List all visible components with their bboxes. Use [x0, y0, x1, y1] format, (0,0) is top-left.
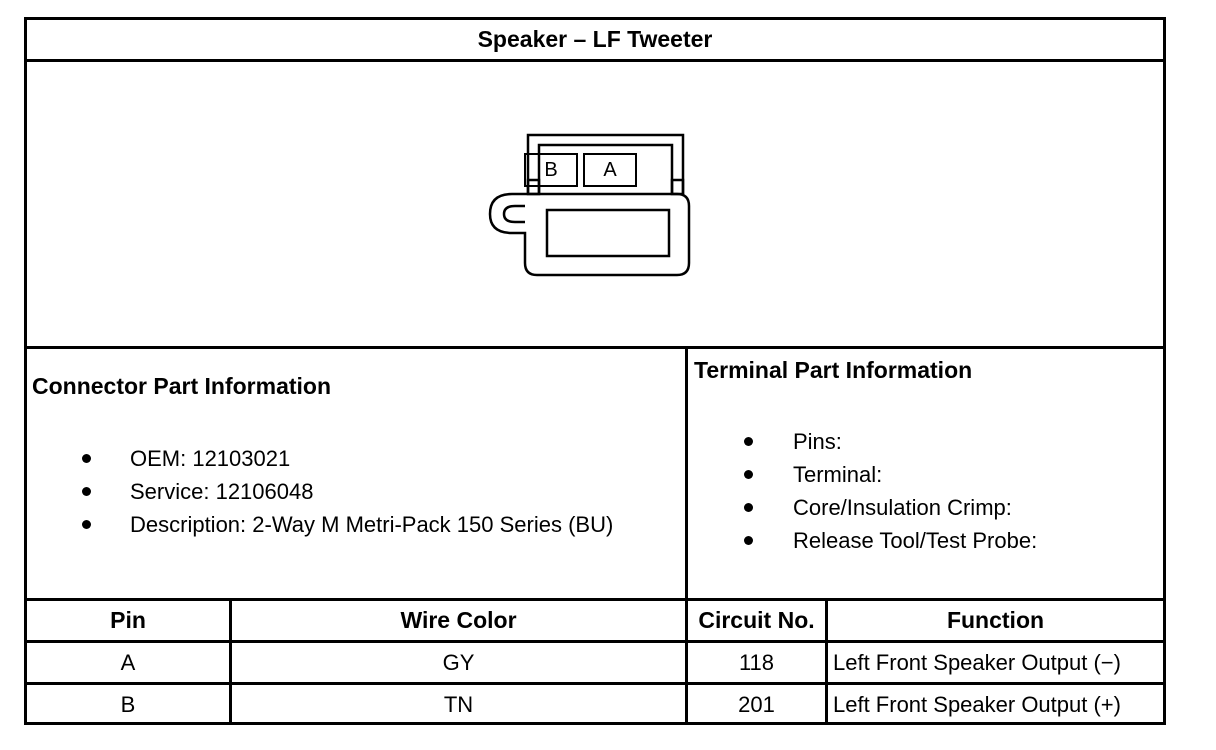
page-title: Speaker – LF Tweeter — [477, 25, 713, 52]
table-header-pin: Pin — [110, 607, 146, 633]
table-cell-circuit-no: 201 — [738, 692, 775, 717]
bullet-icon — [744, 536, 753, 545]
bullet-icon — [82, 454, 91, 463]
bullet-icon — [744, 503, 753, 512]
table-header-circuit-no: Circuit No. — [698, 607, 815, 633]
pin-label-a: A — [583, 153, 637, 187]
connector-ear-hole — [504, 206, 525, 222]
table-cell-pin: B — [120, 692, 136, 717]
table-cell-function: Left Front Speaker Output (+) — [833, 692, 1121, 717]
terminal-info-heading: Terminal Part Information — [694, 357, 973, 383]
pin-label-b: B — [524, 153, 578, 187]
table-header-wire-color: Wire Color — [400, 607, 517, 633]
table-cell-function: Left Front Speaker Output (−) — [833, 649, 1121, 675]
bullet-icon — [744, 437, 753, 446]
bullet-icon — [82, 487, 91, 496]
table-cell-wire-color: TN — [443, 692, 474, 717]
latch-post-right — [672, 180, 683, 194]
connector-diagram — [27, 63, 1163, 347]
table-cell-pin: A — [120, 649, 136, 675]
bullet-icon — [744, 470, 753, 479]
table-header-function: Function — [946, 607, 1045, 633]
table-cell-wire-color: GY — [442, 649, 475, 675]
table-cell-circuit-no: 118 — [738, 649, 775, 675]
pin-cavity-frame — [547, 210, 669, 256]
bullet-icon — [82, 520, 91, 529]
connector-info-heading: Connector Part Information — [32, 373, 332, 399]
